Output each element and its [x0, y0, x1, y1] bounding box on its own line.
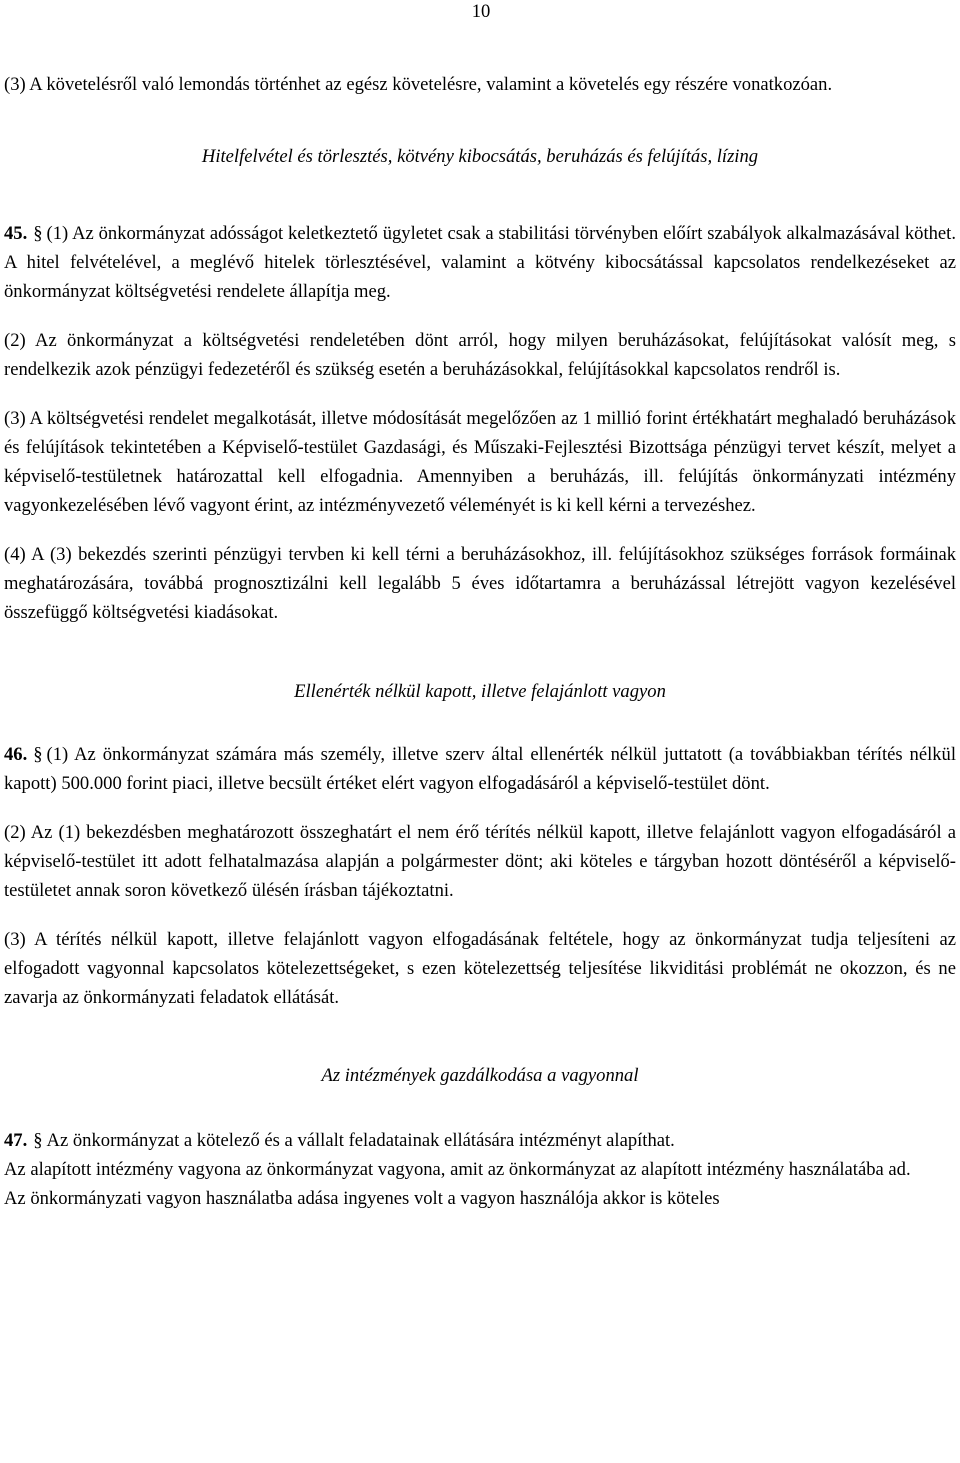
section-number: 46. [4, 744, 28, 765]
paragraph-46-3: (3) A térítés nélkül kapott, illetve felajánlott vagyon elfogadásának feltétele, hogy az önkormányzat tudja teljesíteni az elfogadott vagyonnal kapcsolatos kötelezettségeket, s ezen kötelezettség teljesítése likviditási problémát ne okozzon, és ne zavarja az önkormányzati feladatok ellátását. [4, 929, 956, 1008]
paragraph-44-3: (3) A követelésről való lemondás történhet az egész követelésre, valamint a követelés egy részére vonatkozóan. [4, 74, 833, 95]
section-heading-credit: Hitelfelvétel és törlesztés, kötvény kibocsátás, beruházás és felújítás, lízing [201, 146, 759, 167]
paragraph-46-2: (2) Az (1) bekezdésben meghatározott összeghatárt el nem érő térítés nélkül kapott, illetve felajánlott vagyon elfogadásáról a képviselő-testület itt adott felhatalmazása alapján a polgármester dönt; aki köteles e tárgyban hozott döntéséről a képviselő-testületet annak soron következő ülésén írásban tájékoztatni. [4, 822, 956, 901]
paragraph-45-3: (3) A költségvetési rendelet megalkotását, illetve módosítását megelőzően az 1 millió forint értékhatárt meghaladó beruházások és felújítások tekintetében a Képviselő-testület Gazdasági, és Műszaki-Fejlesztési Bizottsága pénzügyi tervet készít, melyet a képviselő-testületnek határozattal kell elfogadnia. Amennyiben a beruházás, ill. felújítás önkormányzati intézmény vagyonkezelésében lévő vagyont érint, az intézményvezető véleményét is ki kell kérni a tervezéshez. [4, 408, 956, 516]
section-sign: § [33, 223, 43, 244]
paragraph-text: Az önkormányzat a kötelező és a vállalt feladatainak ellátására intézményt alapíthat. [46, 1130, 675, 1151]
paragraph-46-1 [4, 740, 956, 798]
paragraph-47-cont-1: Az alapított intézmény vagyona az önkormányzat vagyona, amit az önkormányzat az alapított intézmény használatába ad. [4, 1159, 911, 1180]
paragraph-45-4: (4) A (3) bekezdés szerinti pénzügyi tervben ki kell térni a beruházásokhoz, ill. felújításokhoz szükséges források formáinak meghatározására, továbbá prognosztizálni kell legalább 5 éves időtartamra a beruházással létrejött vagyon kezelésével összefüggő költségvetési kiadásokat. [4, 544, 956, 623]
paragraph-text: (1) Az önkormányzat adósságot keletkeztető ügyletet csak a stabilitási törvényben előírt szabályok alkalmazásával köthet. A hitel felvételével, a meglévő hitelek törlesztésével, valamint a kötvény kibocsátással kapcsolatos rendelkezéseket az önkormányzat költségvetési rendelete állapítja meg. [4, 223, 956, 302]
section-number: 47. [4, 1130, 28, 1151]
paragraph-47-cont-2: Az önkormányzati vagyon használatba adása ingyenes volt a vagyon használója akkor is köteles [4, 1188, 720, 1209]
document-body [4, 70, 956, 1213]
paragraph-45-1 [4, 219, 956, 306]
paragraph-45-2: (2) Az önkormányzat a költségvetési rendeletében dönt arról, hogy milyen beruházásokat, felújításokat valósít meg, s rendelkezik azok pénzügyi fedezetéről és szükség esetén a beruházásokkal, felújításokkal kapcsolatos rendről is. [4, 330, 956, 380]
section-number: 45. [4, 223, 28, 244]
section-heading-institutions: Az intézmények gazdálkodása a vagyonnal [321, 1065, 639, 1086]
section-sign: § [33, 1130, 43, 1151]
page-number: 10 [471, 1, 491, 22]
paragraph-text: (1) Az önkormányzat számára más személy, illetve szerv által ellenérték nélkül juttatott (a továbbiakban térítés nélkül kapott) 500.000 forint piaci, illetve becsült értéket elért vagyon elfogadásáról a képviselő-testület dönt. [4, 744, 956, 794]
paragraph-47 [4, 1126, 956, 1155]
section-sign: § [33, 744, 43, 765]
section-heading-donation: Ellenérték nélkül kapott, illetve felajánlott vagyon [294, 681, 666, 702]
